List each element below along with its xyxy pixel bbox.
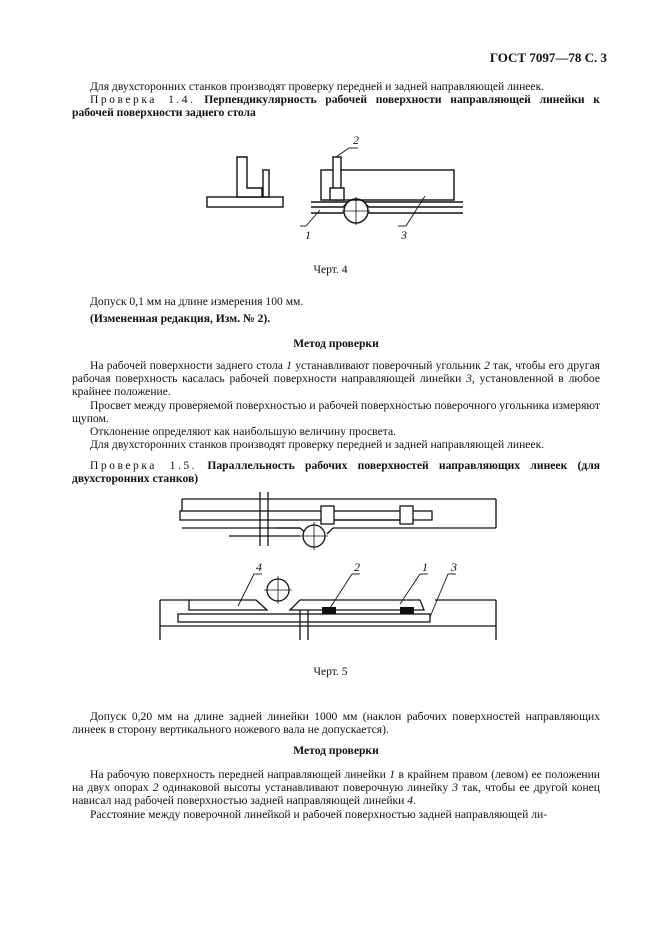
method-1-paragraph-1 <box>72 359 600 399</box>
method-1-section <box>72 337 600 350</box>
method-2-paragraph-1 <box>72 768 600 808</box>
method-2-section <box>72 744 600 757</box>
method-1-paragraph-3: Отклонение определяют как наибольшую величину просвета. <box>90 425 396 439</box>
method-2-heading: Метод проверки <box>293 744 379 757</box>
tolerance-section-1 <box>72 295 600 325</box>
method-1-heading: Метод проверки <box>293 337 379 350</box>
method-2-text-run: в крайнем правом (левом) ее положении на двух опорах <box>72 768 600 795</box>
method-1-paragraph-2: Просвет между проверяемой поверхностью и рабочей поверхностью поверочного угольника измеряют щупом. <box>72 398 600 425</box>
method-2-text-run: 1 <box>389 768 396 781</box>
tolerance-2: Допуск 0,20 мм на длине задней линейки 1000 мм (наклон рабочих поверхностей направляющих линеек в сторону вертикального ножевого вала не допускается). <box>72 710 600 737</box>
method-2-text-run: так, чтобы ее другой конец нависал над рабочей поверхностью задней направляющей линейки <box>72 781 601 808</box>
amendment-note: (Измененная редакция, Изм. № 2). <box>90 312 271 326</box>
method-2-text-run: На рабочую поверхность передней направляющей линейки <box>90 768 390 781</box>
method-2-text-run: . <box>413 794 416 808</box>
method-2-text-run: одинаковой высоты устанавливают поверочную линейку <box>158 781 453 795</box>
method-2-text-run: 2 <box>152 781 159 795</box>
method-1-text-run: 3 <box>466 372 472 386</box>
check-1-4-heading <box>72 93 600 119</box>
intro-paragraph: Для двухсторонних станков производят проверку передней и задней направляющей линеек. <box>90 80 545 93</box>
check-1-5-heading <box>72 459 600 485</box>
page-header: ГОСТ 7097—78 С. 3 <box>489 50 607 65</box>
fig4-label-2: 2 <box>353 133 359 147</box>
figure-4-caption: Черт. 4 <box>313 263 348 276</box>
check-title: Перпендикулярность рабочей поверхности направляющей линейки к рабочей поверхности заднего стола <box>72 93 600 120</box>
check-label: Проверка 1.4. <box>90 93 196 107</box>
tolerance-1: Допуск 0,1 мм на длине измерения 100 мм. <box>90 295 304 308</box>
method-2-text-run: 4 <box>407 794 414 808</box>
fig5-label-3: 3 <box>451 560 457 574</box>
method-1-text-run: устанавливают поверочный угольник <box>291 359 484 372</box>
method-1-paragraph-4: Для двухсторонних станков производят проверку передней и задней направляющей линеек. <box>90 438 545 452</box>
fig4-label-1: 1 <box>305 228 311 242</box>
method-2-paragraph-2: Расстояние между поверочной линейкой и рабочей поверхностью задней направляющей ли- <box>90 807 548 821</box>
method-1-text-run: 1 <box>286 359 292 372</box>
section-check-1-5 <box>72 459 600 485</box>
method-1-text-run: так, чтобы его другая рабочая поверхность касалась рабочей поверхности направляющей линейки <box>72 359 600 386</box>
tolerance-section-2 <box>72 710 600 736</box>
method-2-text-run: 3 <box>452 781 458 795</box>
method-2-body <box>72 768 600 821</box>
fig4-label-3: 3 <box>401 228 407 242</box>
method-1-text-run: , установленной в любое крайнее положение. <box>72 372 600 399</box>
check-title: Параллельность рабочих поверхностей направляющих линеек (для двухсторонних станков) <box>72 459 601 486</box>
fig5-label-4: 4 <box>256 560 262 574</box>
method-1-text-run: На рабочей поверхности заднего стола <box>90 359 287 372</box>
method-1-body <box>72 359 600 451</box>
fig5-label-2: 2 <box>354 560 360 574</box>
figure-5-caption: Черт. 5 <box>313 665 348 678</box>
fig5-label-1: 1 <box>422 560 428 574</box>
method-1-text-run: 2 <box>483 359 490 372</box>
check-label: Проверка 1.5. <box>90 459 198 472</box>
section-check-1-4 <box>72 80 600 120</box>
